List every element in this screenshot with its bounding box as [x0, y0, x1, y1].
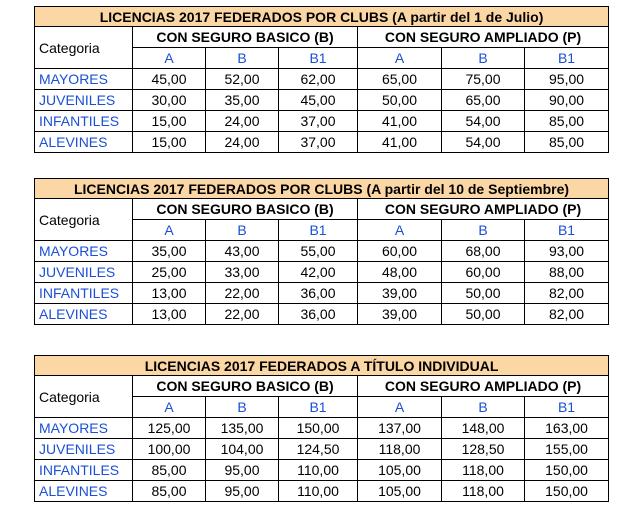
price-cell: 150,00 — [525, 481, 609, 502]
price-cell: 148,00 — [442, 418, 525, 439]
price-cell: 22,00 — [206, 283, 279, 304]
table-row — [35, 283, 609, 304]
subheader-b1: B1 — [525, 220, 609, 241]
price-cell: 24,00 — [206, 111, 279, 132]
price-cell: 24,00 — [206, 132, 279, 153]
table-row — [35, 241, 609, 262]
subheader-b: B — [442, 397, 525, 418]
price-cell: 45,00 — [133, 69, 206, 90]
price-cell: 25,00 — [133, 262, 206, 283]
price-cell: 85,00 — [133, 460, 206, 481]
table-title: LICENCIAS 2017 FEDERADOS POR CLUBS (A partir del 1 de Julio) — [35, 7, 609, 27]
price-cell: 150,00 — [525, 460, 609, 481]
subheader-b: B — [206, 397, 279, 418]
basic-insurance-header: CON SEGURO BASICO (B) — [133, 199, 358, 220]
category-label: INFANTILES — [35, 283, 133, 304]
subheader-b1: B1 — [525, 48, 609, 69]
price-cell: 37,00 — [279, 132, 358, 153]
category-label: ALEVINES — [35, 481, 133, 502]
subheader-b1: B1 — [525, 397, 609, 418]
basic-insurance-header: CON SEGURO BASICO (B) — [133, 376, 358, 397]
subheader-b: B — [442, 48, 525, 69]
price-cell: 45,00 — [279, 90, 358, 111]
price-cell: 95,00 — [525, 69, 609, 90]
price-cell: 42,00 — [279, 262, 358, 283]
price-cell: 68,00 — [442, 241, 525, 262]
price-cell: 150,00 — [279, 418, 358, 439]
table-row — [35, 481, 609, 502]
price-cell: 60,00 — [358, 241, 442, 262]
price-cell: 110,00 — [279, 460, 358, 481]
table-row — [35, 90, 609, 111]
price-cell: 125,00 — [133, 418, 206, 439]
extended-insurance-header: CON SEGURO AMPLIADO (P) — [358, 199, 609, 220]
price-cell: 39,00 — [358, 283, 442, 304]
price-cell: 35,00 — [206, 90, 279, 111]
price-cell: 54,00 — [442, 132, 525, 153]
price-cell: 35,00 — [133, 241, 206, 262]
price-cell: 37,00 — [279, 111, 358, 132]
subheader-b: B — [206, 48, 279, 69]
price-cell: 95,00 — [206, 460, 279, 481]
subheader-b1: B1 — [279, 48, 358, 69]
category-label: ALEVINES — [35, 132, 133, 153]
subheader-a: A — [133, 397, 206, 418]
category-label: INFANTILES — [35, 111, 133, 132]
table-row — [35, 111, 609, 132]
category-label: INFANTILES — [35, 460, 133, 481]
price-cell: 85,00 — [525, 111, 609, 132]
subheader-b: B — [442, 220, 525, 241]
price-cell: 135,00 — [206, 418, 279, 439]
price-cell: 48,00 — [358, 262, 442, 283]
category-column-header: Categoria — [35, 376, 133, 418]
table-row — [35, 460, 609, 481]
category-label: ALEVINES — [35, 304, 133, 325]
price-cell: 118,00 — [442, 460, 525, 481]
subheader-a: A — [358, 48, 442, 69]
price-cell: 93,00 — [525, 241, 609, 262]
price-cell: 62,00 — [279, 69, 358, 90]
license-table-july — [34, 6, 609, 153]
table-row — [35, 262, 609, 283]
price-cell: 75,00 — [442, 69, 525, 90]
price-cell: 33,00 — [206, 262, 279, 283]
price-cell: 85,00 — [525, 132, 609, 153]
category-label: JUVENILES — [35, 439, 133, 460]
price-cell: 88,00 — [525, 262, 609, 283]
extended-insurance-header: CON SEGURO AMPLIADO (P) — [358, 27, 609, 48]
category-label: MAYORES — [35, 69, 133, 90]
subheader-a: A — [358, 397, 442, 418]
price-cell: 39,00 — [358, 304, 442, 325]
price-cell: 155,00 — [525, 439, 609, 460]
price-cell: 52,00 — [206, 69, 279, 90]
subheader-a: A — [358, 220, 442, 241]
table-row — [35, 69, 609, 90]
price-cell: 128,50 — [442, 439, 525, 460]
price-cell: 22,00 — [206, 304, 279, 325]
subheader-a: A — [133, 48, 206, 69]
table-row — [35, 418, 609, 439]
price-cell: 41,00 — [358, 132, 442, 153]
license-table-individual — [34, 355, 609, 502]
price-cell: 50,00 — [442, 304, 525, 325]
category-label: JUVENILES — [35, 90, 133, 111]
price-cell: 65,00 — [442, 90, 525, 111]
table-row — [35, 304, 609, 325]
table-row — [35, 132, 609, 153]
price-cell: 50,00 — [358, 90, 442, 111]
price-cell: 36,00 — [279, 283, 358, 304]
price-cell: 65,00 — [358, 69, 442, 90]
price-cell: 137,00 — [358, 418, 442, 439]
price-cell: 163,00 — [525, 418, 609, 439]
subheader-b1: B1 — [279, 220, 358, 241]
price-cell: 110,00 — [279, 481, 358, 502]
price-cell: 54,00 — [442, 111, 525, 132]
table-row — [35, 439, 609, 460]
price-cell: 15,00 — [133, 111, 206, 132]
price-cell: 60,00 — [442, 262, 525, 283]
price-cell: 30,00 — [133, 90, 206, 111]
price-cell: 15,00 — [133, 132, 206, 153]
subheader-b: B — [206, 220, 279, 241]
price-cell: 43,00 — [206, 241, 279, 262]
license-table-september — [34, 178, 609, 325]
category-column-header: Categoria — [35, 27, 133, 69]
category-label: MAYORES — [35, 241, 133, 262]
subheader-b1: B1 — [279, 397, 358, 418]
price-cell: 82,00 — [525, 304, 609, 325]
price-cell: 118,00 — [442, 481, 525, 502]
extended-insurance-header: CON SEGURO AMPLIADO (P) — [358, 376, 609, 397]
category-label: MAYORES — [35, 418, 133, 439]
price-cell: 104,00 — [206, 439, 279, 460]
price-cell: 100,00 — [133, 439, 206, 460]
price-cell: 13,00 — [133, 304, 206, 325]
price-cell: 118,00 — [358, 439, 442, 460]
category-label: JUVENILES — [35, 262, 133, 283]
price-cell: 95,00 — [206, 481, 279, 502]
price-cell: 55,00 — [279, 241, 358, 262]
table-title: LICENCIAS 2017 FEDERADOS POR CLUBS (A partir del 10 de Septiembre) — [35, 179, 609, 199]
basic-insurance-header: CON SEGURO BASICO (B) — [133, 27, 358, 48]
price-cell: 13,00 — [133, 283, 206, 304]
price-cell: 85,00 — [133, 481, 206, 502]
price-cell: 124,50 — [279, 439, 358, 460]
price-cell: 82,00 — [525, 283, 609, 304]
category-column-header: Categoria — [35, 199, 133, 241]
table-title: LICENCIAS 2017 FEDERADOS A TÍTULO INDIVIDUAL — [35, 356, 609, 376]
price-cell: 36,00 — [279, 304, 358, 325]
subheader-a: A — [133, 220, 206, 241]
price-cell: 105,00 — [358, 460, 442, 481]
price-cell: 105,00 — [358, 481, 442, 502]
price-cell: 41,00 — [358, 111, 442, 132]
price-cell: 50,00 — [442, 283, 525, 304]
price-cell: 90,00 — [525, 90, 609, 111]
